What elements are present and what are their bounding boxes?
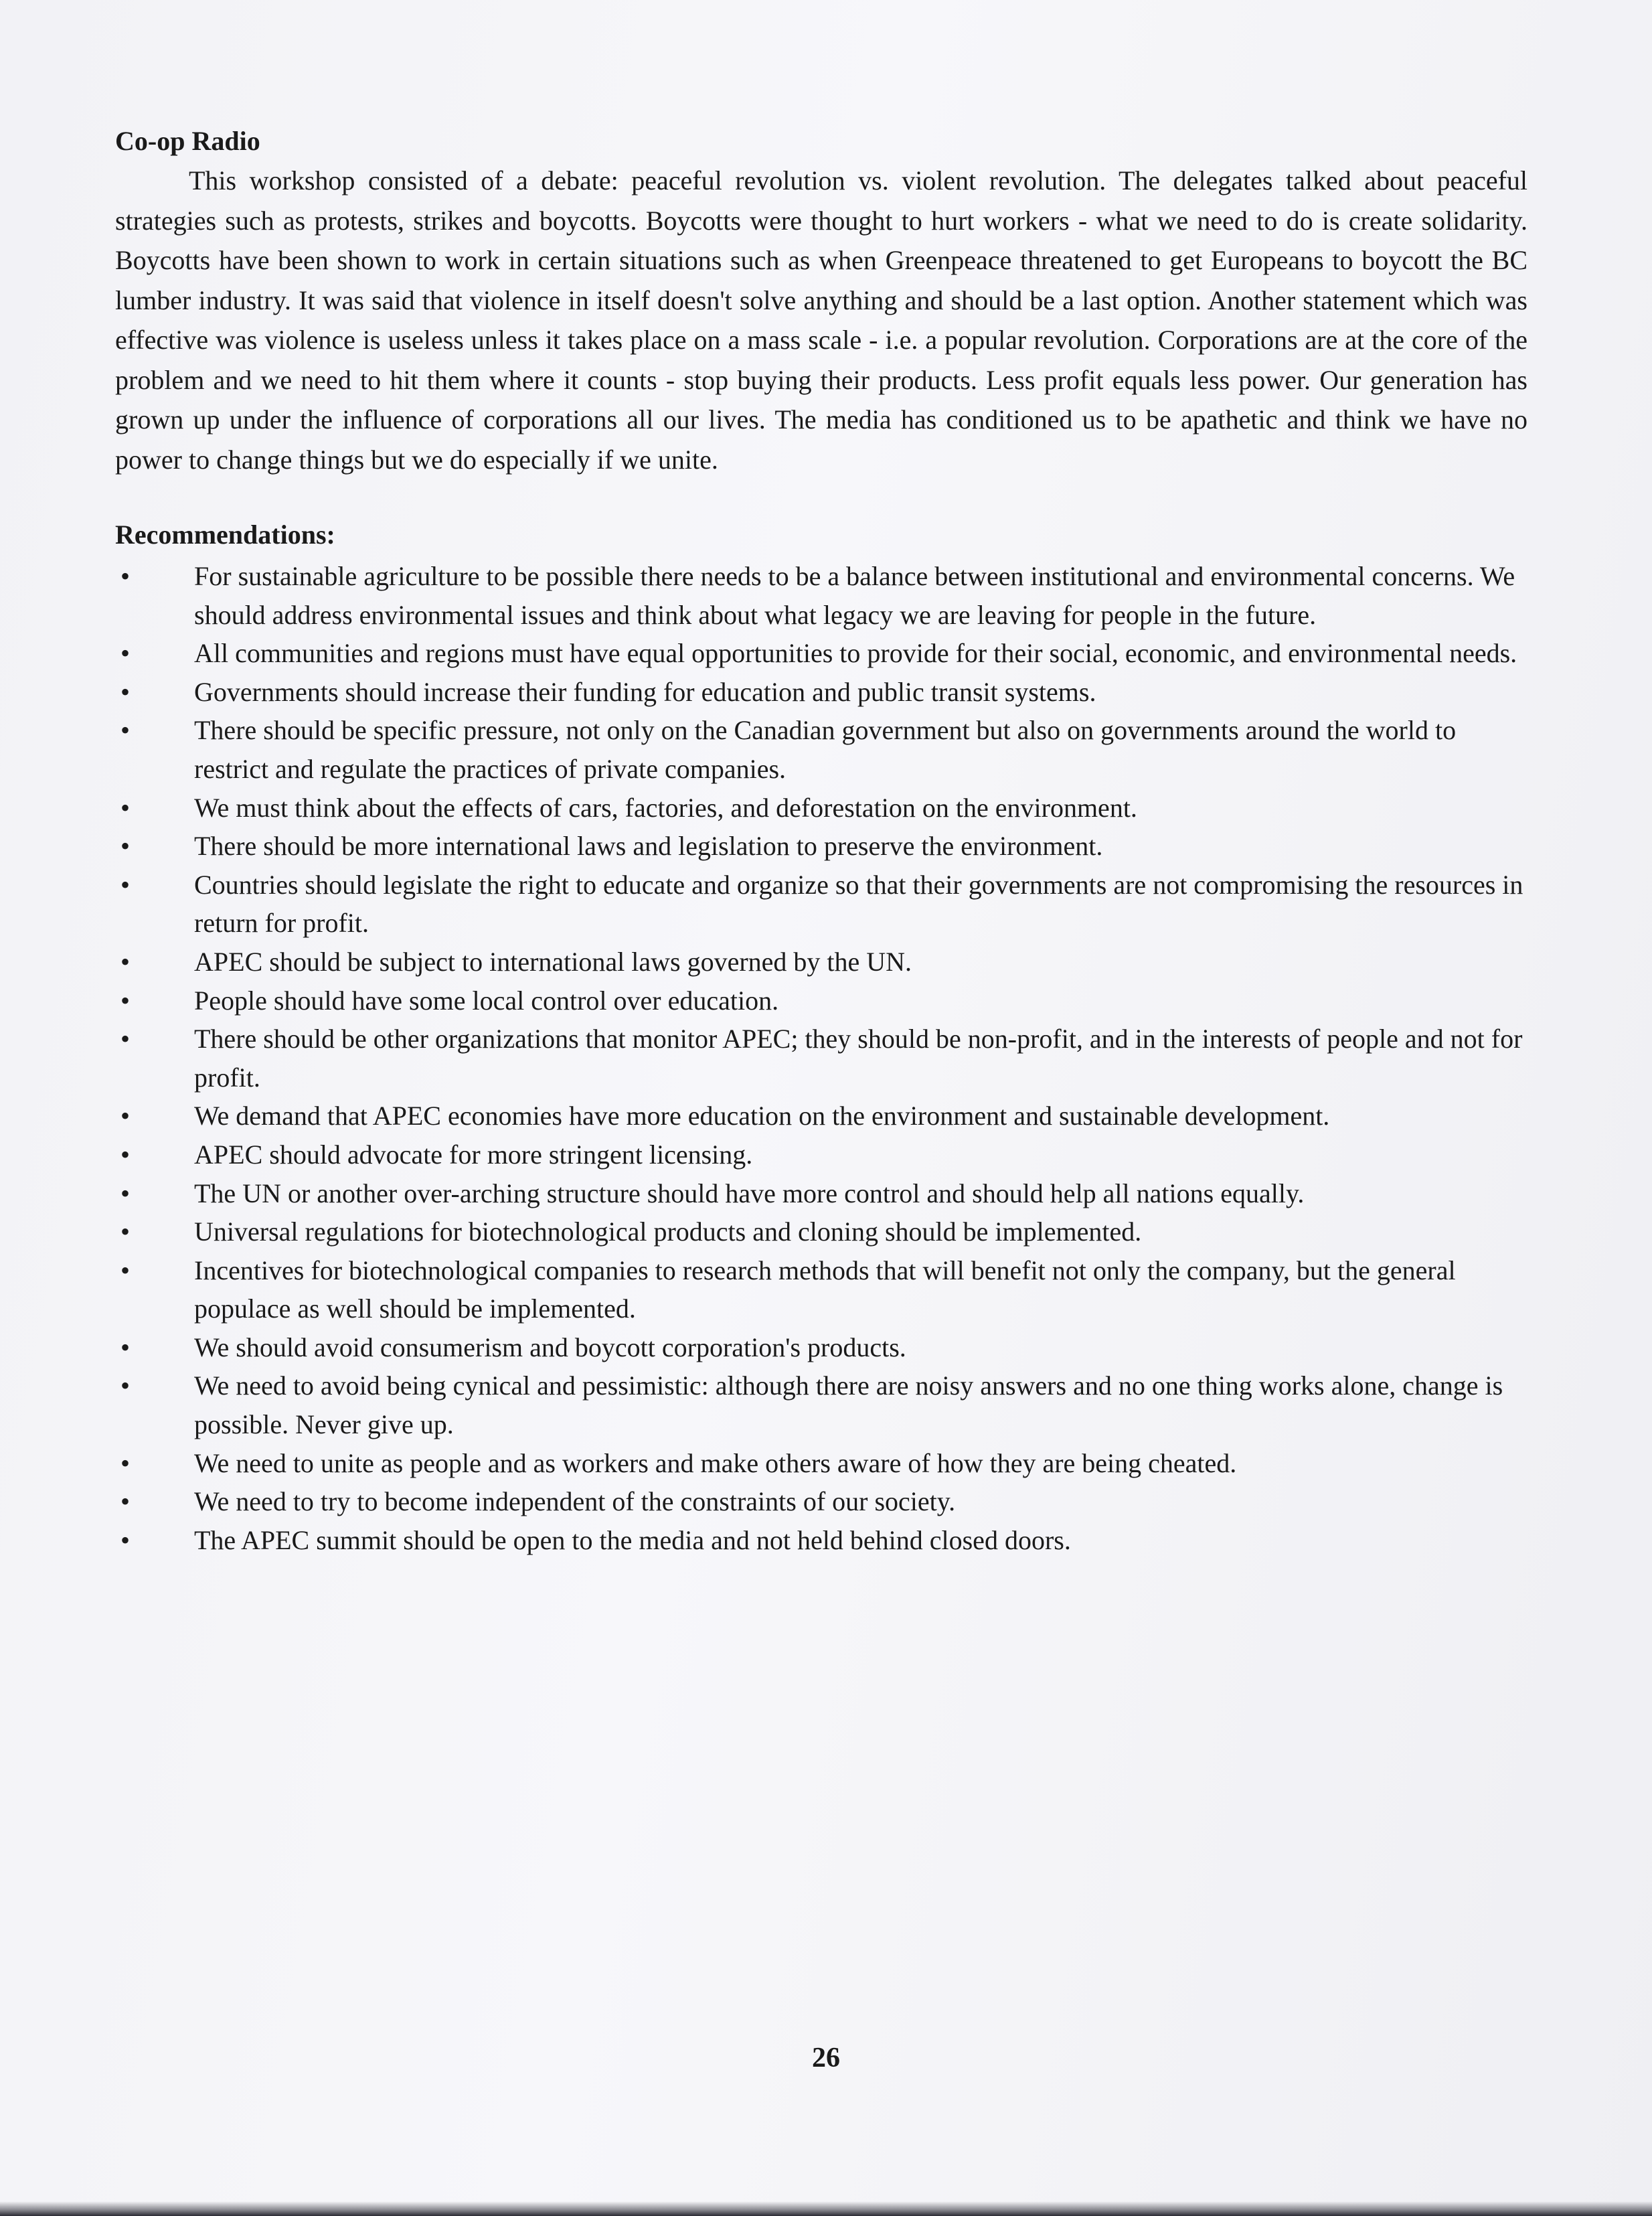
- recommendation-item: [115, 1174, 1527, 1213]
- bullet-icon: •: [120, 676, 130, 707]
- bullet-icon: •: [120, 1447, 130, 1478]
- recommendations-list: [115, 557, 1527, 1559]
- bullet-icon: •: [120, 831, 130, 862]
- recommendation-text: We must think about the effects of cars, factories, and deforestation on the environment.: [194, 792, 1137, 823]
- page-number: 26: [812, 2043, 840, 2073]
- recommendation-text: The APEC summit should be open to the media and not held behind closed doors.: [194, 1524, 1071, 1555]
- recommendation-text: We need to try to become independent of the constraints of our society.: [194, 1486, 956, 1517]
- bullet-icon: •: [120, 985, 130, 1016]
- recommendation-item: [115, 866, 1527, 943]
- recommendation-item: [115, 634, 1527, 673]
- bullet-icon: •: [120, 1101, 130, 1131]
- recommendation-text: Universal regulations for biotechnological products and cloning should be implemented.: [194, 1216, 1142, 1247]
- recommendation-item: [115, 1135, 1527, 1174]
- recommendation-text: Governments should increase their funding for education and public transit systems.: [194, 676, 1096, 707]
- bullet-icon: •: [120, 946, 130, 977]
- recommendation-item: [115, 1521, 1527, 1560]
- bullet-icon: •: [120, 869, 130, 900]
- recommendation-item: [115, 673, 1527, 712]
- bullet-icon: •: [120, 1486, 130, 1517]
- recommendation-text: There should be specific pressure, not only on the Canadian government but also on governments around the world to restrict and regulate the practices of private companies.: [194, 715, 1457, 784]
- recommendation-text: Incentives for biotechnological companies to research methods that will benefit not only the company, but the general populace as well should be implemented.: [194, 1255, 1456, 1324]
- recommendation-item: [115, 1020, 1527, 1097]
- bullet-icon: •: [120, 1524, 130, 1555]
- bullet-icon: •: [120, 792, 130, 823]
- recommendation-text: Countries should legislate the right to educate and organize so that their governments are not compromising the resources in return for profit.: [194, 869, 1523, 939]
- recommendation-item: [115, 1482, 1527, 1521]
- recommendation-item: [115, 711, 1527, 788]
- bullet-icon: •: [120, 1216, 130, 1247]
- recommendations-heading: Recommendations:: [115, 520, 335, 550]
- page-bottom-shadow: [0, 2201, 1652, 2216]
- bullet-icon: •: [120, 638, 130, 669]
- recommendation-text: All communities and regions must have equal opportunities to provide for their social, economic, and environmental needs.: [194, 638, 1517, 669]
- bullet-icon: •: [120, 1139, 130, 1170]
- section-title: Co-op Radio: [115, 126, 260, 156]
- recommendation-text: The UN or another over-arching structure should have more control and should help all nations equally.: [194, 1178, 1305, 1208]
- recommendation-item: [115, 789, 1527, 827]
- recommendation-text: People should have some local control over education.: [194, 985, 779, 1016]
- bullet-icon: •: [120, 1178, 130, 1208]
- recommendation-item: [115, 1444, 1527, 1483]
- recommendation-text: There should be more international laws and legislation to preserve the environment.: [194, 831, 1103, 862]
- recommendation-item: [115, 1212, 1527, 1251]
- bullet-icon: •: [120, 1332, 130, 1362]
- bullet-icon: •: [120, 1255, 130, 1285]
- recommendation-text: APEC should be subject to international laws governed by the UN.: [194, 946, 912, 977]
- recommendation-item: [115, 1328, 1527, 1367]
- recommendation-item: [115, 1251, 1527, 1328]
- bullet-icon: •: [120, 561, 130, 591]
- recommendation-text: We demand that APEC economies have more education on the environment and sustainable development.: [194, 1101, 1330, 1131]
- recommendation-text: We should avoid consumerism and boycott corporation's products.: [194, 1332, 906, 1362]
- recommendation-item: [115, 943, 1527, 981]
- bullet-icon: •: [120, 1370, 130, 1401]
- recommendation-item: [115, 981, 1527, 1020]
- recommendation-text: We need to avoid being cynical and pessimistic: although there are noisy answers and no one thing works alone, change is possible. Never give up.: [194, 1370, 1503, 1440]
- recommendation-text: For sustainable agriculture to be possible there needs to be a balance between institutional and environmental concerns. We should address environmental issues and think about what legacy we are leaving for people in the future.: [194, 561, 1515, 630]
- recommendation-text: APEC should advocate for more stringent licensing.: [194, 1139, 753, 1170]
- bullet-icon: •: [120, 715, 130, 746]
- recommendation-item: [115, 1097, 1527, 1135]
- bullet-icon: •: [120, 1024, 130, 1054]
- section-body: This workshop consisted of a debate: peaceful revolution vs. violent revolution. The delegates talked about peaceful strategies such as protests, strikes and boycotts. Boycotts were thought to hurt workers - what we need to do is create solidarity. Boycotts have been shown to work in certain situations such as when Greenpeace threatened to get Europeans to boycott the BC lumber industry. It was said that violence in itself doesn't solve anything and should be a last option. Another statement which was effective was violence is useless unless it takes place on a mass scale - i.e. a popular revolution. Corporations are at the core of the problem and we need to hit them where it counts - stop buying their products. Less profit equals less power. Our generation has grown up under the influence of corporations all our lives. The media has conditioned us to be apathetic and think we have no power to change things but we do especially if we unite.: [115, 165, 1527, 475]
- recommendation-text: There should be other organizations that monitor APEC; they should be non-profit, and in the interests of people and not for profit.: [194, 1024, 1523, 1093]
- recommendation-item: [115, 827, 1527, 866]
- recommendation-item: [115, 557, 1527, 634]
- recommendation-text: We need to unite as people and as workers and make others aware of how they are being cheated.: [194, 1447, 1237, 1478]
- page-content: [115, 122, 1527, 1559]
- recommendation-item: [115, 1366, 1527, 1443]
